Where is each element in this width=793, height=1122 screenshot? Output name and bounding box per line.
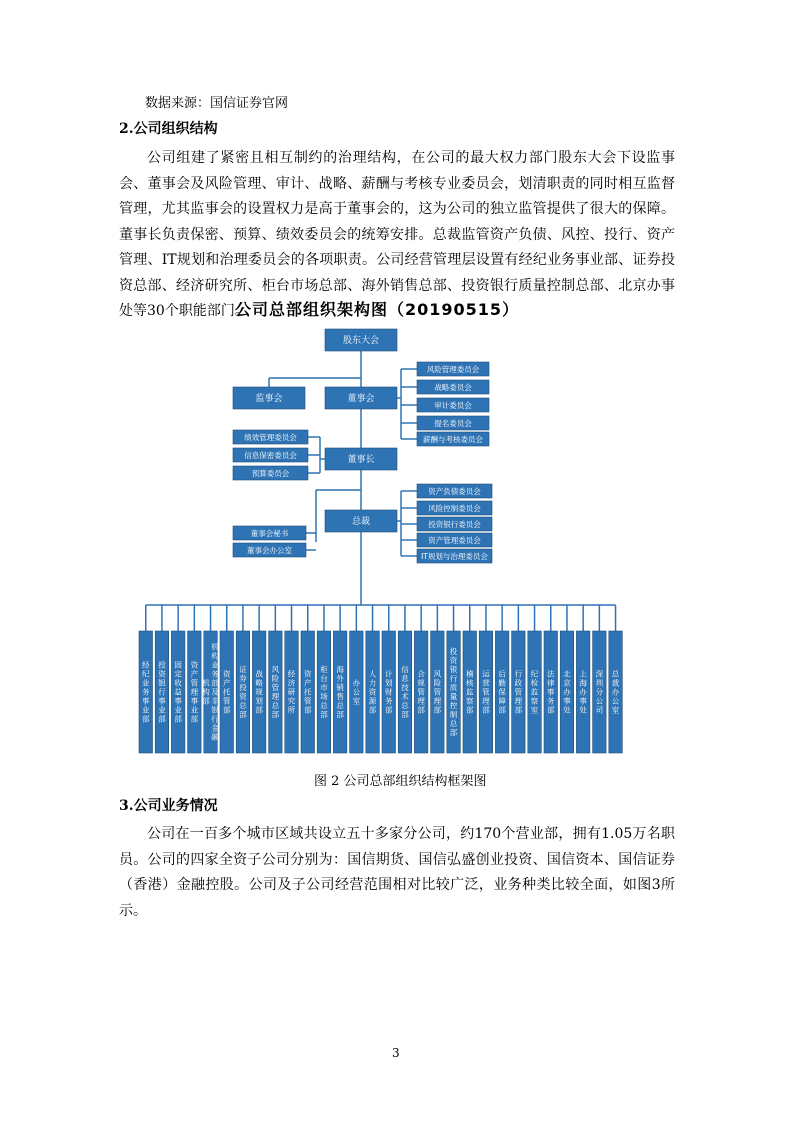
- box-department-21-char: 部: [482, 705, 490, 715]
- box-department-1-char: 业: [158, 705, 166, 715]
- box-department-6-char: 投: [239, 683, 247, 692]
- box-department-3-char: 事: [190, 696, 199, 706]
- box-president-committee-1: [417, 501, 492, 515]
- box-department-13-char: 办: [352, 678, 361, 688]
- box-board-office-0-label: 董事会秘书: [250, 529, 289, 538]
- box-department-27-char: 处: [579, 705, 587, 715]
- box-department-25-char: 律: [547, 678, 555, 688]
- box-department-7-char: 划: [255, 696, 263, 706]
- box-department-16: [398, 631, 412, 753]
- box-department-19-char: 控: [449, 701, 458, 710]
- section-heading-business: 3.公司业务情况: [119, 798, 218, 814]
- box-department-19: [447, 631, 461, 753]
- box-department-0-char: 务: [142, 687, 150, 697]
- box-department-4-char: 构: [211, 651, 219, 661]
- box-department-5: [220, 631, 234, 753]
- box-department-6-char: 总: [239, 701, 247, 710]
- box-department-17-char: 合: [417, 669, 425, 679]
- box-department-25-char: 部: [547, 705, 555, 715]
- box-department-28: [593, 631, 607, 753]
- box-department-10-char: 产: [304, 678, 312, 688]
- box-department-12-char: 总: [336, 701, 344, 710]
- box-president-committee-0: [417, 484, 492, 498]
- box-department-13-char: 公: [352, 687, 361, 697]
- box-department-0-char: 经: [142, 660, 150, 670]
- box-department-19-char: 资: [449, 656, 458, 665]
- box-department-1-char: 银: [158, 678, 166, 688]
- box-department-18-char: 风: [433, 669, 442, 679]
- box-department-19-char: 量: [449, 692, 458, 701]
- box-president-committee-1-label: 风险控制委员会: [428, 504, 481, 513]
- box-department-26-char: 北: [563, 669, 571, 679]
- box-department-8-char: 理: [271, 692, 280, 701]
- box-supervisory-board: [233, 387, 305, 409]
- box-department-7-char: 战: [255, 669, 263, 679]
- box-department-6-char: 证: [239, 665, 247, 674]
- box-department-20-char: 监: [466, 687, 474, 697]
- box-department-29-char: 裁: [611, 678, 620, 688]
- box-department-14: [366, 631, 380, 753]
- box-department-2: [171, 631, 185, 753]
- box-board-committee-2: [417, 398, 489, 412]
- box-department-29-char: 总: [611, 669, 620, 679]
- box-chairman-committee-0: [233, 430, 308, 444]
- data-source-line: 数据来源：国信证券官网: [145, 96, 289, 111]
- box-department-11-char: 总: [320, 701, 328, 710]
- box-department-1-char: 事: [158, 696, 166, 706]
- box-department-17-char: 理: [417, 696, 425, 706]
- box-department-24-char: 监: [530, 687, 539, 697]
- box-department-16-char: 信: [401, 665, 409, 674]
- box-board-committee-2-label: 审计委员会: [434, 401, 472, 410]
- box-department-19-char: 行: [449, 674, 458, 683]
- paragraph-business: 公司在一百多个城市区域共设立五十多家分公司，约170个营业部，拥有1.05万名职员。公司的四家全资子公司分别为：国信期货、国信弘盛创业投资、国信资本、国信证券（香港）金融控股。公司及子公司经营范围相对比较广泛，业务种类比较全面，如图3所示。: [119, 826, 675, 919]
- box-department-9-char: 济: [287, 678, 296, 688]
- box-department-17-char: 管: [417, 687, 425, 697]
- box-department-4-char: 金: [211, 723, 219, 733]
- box-department-11-char: 台: [320, 674, 328, 683]
- box-department-29: [609, 631, 623, 753]
- box-department-15-char: 划: [385, 678, 393, 688]
- box-department-27-char: 事: [579, 696, 587, 706]
- box-department-11-char: 柜: [320, 665, 328, 674]
- box-department-20-char: 察: [466, 696, 474, 706]
- box-president-committee-0-label: 资产负债委员会: [428, 487, 481, 496]
- box-department-4-char: 部: [202, 696, 210, 706]
- box-board-committee-4: [417, 432, 489, 446]
- box-department-16-char: 总: [401, 701, 409, 710]
- box-department-12-char: 部: [336, 710, 344, 719]
- box-chairman-committee-2: [233, 466, 308, 480]
- box-department-17-char: 部: [417, 705, 425, 715]
- box-department-21-char: 管: [482, 687, 490, 697]
- box-department-17: [414, 631, 428, 753]
- box-department-1-char: 部: [158, 714, 166, 724]
- box-department-27-char: 海: [579, 678, 587, 688]
- box-department-25-char: 事: [547, 687, 555, 697]
- box-department-6: [236, 631, 250, 753]
- box-department-11-char: 场: [320, 692, 328, 701]
- box-department-0: [139, 631, 153, 753]
- box-department-19-char: 银: [449, 665, 458, 674]
- box-department-2-char: 部: [174, 714, 182, 724]
- box-department-14-char: 资: [368, 687, 377, 697]
- box-department-4-char: 务: [211, 669, 219, 679]
- box-department-3-char: 理: [190, 687, 199, 697]
- box-department-10-char: 托: [304, 687, 312, 697]
- box-department-24-char: 检: [530, 678, 539, 688]
- box-department-1: [155, 631, 169, 753]
- box-department-25-char: 法: [547, 669, 555, 679]
- box-president-committee-2: [417, 517, 492, 531]
- box-board-committee-0-label: 风险管理委员会: [426, 365, 480, 374]
- box-department-19-char: 投: [449, 647, 458, 656]
- box-department-12-char: 销: [336, 683, 344, 692]
- box-department-4: [202, 631, 219, 753]
- box-department-15-char: 部: [385, 705, 393, 715]
- box-department-28-char: 公: [595, 696, 604, 706]
- box-department-11-char: 市: [320, 683, 328, 692]
- box-department-0-char: 业: [142, 705, 150, 715]
- box-department-28-char: 深: [595, 669, 604, 679]
- box-president-committee-3-label: 资产管理委员会: [428, 536, 481, 545]
- box-department-4-char: 构: [202, 687, 210, 697]
- box-board-committee-1: [417, 380, 489, 394]
- box-department-14-char: 力: [368, 678, 377, 688]
- box-department-13: [350, 631, 364, 753]
- box-department-11: [317, 631, 331, 753]
- box-department-2-char: 固: [174, 660, 182, 670]
- box-department-4-char: 部: [211, 678, 219, 688]
- box-department-13-char: 室: [352, 696, 361, 706]
- box-chairman-label: 董事长: [347, 455, 375, 465]
- box-department-19-char: 制: [449, 710, 458, 719]
- box-department-4-char: 及: [211, 687, 219, 697]
- org-chart-title: 公司总部组织架构图（20190515）: [235, 300, 520, 319]
- box-president-committee-2-label: 投资银行委员会: [428, 520, 481, 529]
- box-department-25: [544, 631, 558, 753]
- box-department-10-char: 部: [304, 705, 312, 715]
- box-department-26-char: 办: [563, 687, 571, 697]
- box-department-22-char: 部: [498, 705, 506, 715]
- box-department-4-char: 机: [211, 642, 219, 652]
- box-department-22-char: 后: [498, 669, 506, 679]
- box-shareholders-meeting-label: 股东大会: [342, 336, 380, 346]
- box-department-3-char: 产: [190, 669, 199, 679]
- box-department-0-char: 事: [142, 696, 150, 706]
- box-department-9-char: 究: [287, 696, 296, 706]
- box-department-2-char: 定: [174, 669, 182, 679]
- box-department-15-char: 财: [385, 687, 393, 697]
- box-department-5-char: 产: [223, 678, 231, 688]
- box-department-16-char: 术: [401, 692, 409, 701]
- box-president-label: 总裁: [351, 517, 371, 527]
- box-board-office-1-label: 董事会办公室: [247, 546, 292, 555]
- box-department-16-char: 息: [401, 674, 409, 683]
- box-board-office-0: [233, 526, 306, 540]
- box-department-18-char: 部: [433, 705, 442, 715]
- box-department-1-char: 投: [158, 660, 166, 670]
- section-heading-org-structure: 2.公司组织结构: [119, 121, 218, 137]
- box-department-11-char: 部: [320, 710, 328, 719]
- box-board-committee-3: [417, 416, 489, 430]
- box-department-5-char: 部: [223, 705, 231, 715]
- box-chairman-committee-1: [233, 448, 308, 462]
- box-department-20: [463, 631, 477, 753]
- box-department-1-char: 资: [158, 669, 166, 679]
- box-department-26-char: 事: [563, 696, 571, 706]
- box-chairman: [325, 448, 397, 470]
- box-department-24-char: 纪: [530, 669, 539, 679]
- box-department-22-char: 勤: [498, 678, 506, 688]
- box-department-15: [382, 631, 396, 753]
- box-department-20-char: 稽: [466, 669, 474, 679]
- box-department-26: [560, 631, 574, 753]
- box-department-5-char: 资: [223, 669, 231, 679]
- box-supervisory-board-label: 监事会: [255, 394, 283, 404]
- box-board-office-1: [233, 543, 306, 557]
- box-department-5-char: 管: [223, 696, 231, 706]
- box-department-5-char: 托: [223, 687, 231, 697]
- box-department-2-char: 益: [174, 687, 182, 697]
- box-department-24-char: 察: [530, 696, 539, 706]
- box-board: [325, 387, 397, 409]
- box-department-7-char: 略: [255, 678, 263, 688]
- box-department-8-char: 管: [271, 683, 280, 692]
- box-board-committee-4-label: 薪酬与考核委员会: [423, 435, 483, 444]
- box-department-28-char: 分: [595, 687, 604, 697]
- box-department-15-char: 务: [385, 696, 393, 706]
- box-department-19-char: 质: [449, 683, 458, 692]
- page-number: 3: [392, 1046, 400, 1060]
- box-department-4-char: 非: [211, 696, 219, 706]
- box-department-23-char: 行: [514, 669, 523, 679]
- box-department-2-char: 业: [174, 705, 182, 715]
- box-department-28-char: 圳: [595, 678, 604, 688]
- box-department-9-char: 经: [287, 669, 296, 679]
- box-department-29-char: 室: [611, 705, 620, 715]
- box-department-27-char: 上: [579, 669, 587, 679]
- box-department-12-char: 售: [336, 692, 344, 701]
- box-department-14-char: 部: [368, 705, 377, 715]
- box-department-27: [576, 631, 590, 753]
- box-shareholders-meeting: [325, 329, 397, 351]
- box-department-4-char: 银: [211, 705, 219, 715]
- box-department-15-char: 计: [385, 669, 393, 679]
- box-department-18-char: 险: [433, 678, 442, 688]
- box-department-21-char: 运: [482, 669, 490, 679]
- box-board-committee-3-label: 提名委员会: [434, 419, 472, 428]
- box-department-23-char: 政: [514, 678, 523, 688]
- box-department-2-char: 收: [174, 678, 182, 688]
- box-department-26-char: 处: [563, 705, 571, 715]
- box-department-19-char: 部: [449, 728, 458, 737]
- box-department-25-char: 务: [547, 696, 555, 706]
- box-department-23: [512, 631, 525, 753]
- box-department-3-char: 管: [190, 678, 199, 688]
- figure-caption: 图 2 公司总部组织结构框架图: [314, 774, 487, 789]
- box-department-8-char: 部: [271, 710, 280, 719]
- box-president-committee-4: [417, 549, 492, 563]
- box-department-21-char: 营: [482, 678, 490, 688]
- paragraph-org-structure: 公司组建了紧密且相互制约的治理结构，在公司的最大权力部门股东大会下设监事会、董事会及风险管理、审计、战略、薪酬与考核专业委员会，划清职责的同时相互监督管理，尤其监事会的设置权力是高于董事会的，这为公司的独立监管提供了很大的保障。董事长负责保密、预算、绩效委员会的统筹安排。总裁监管资产负债、风控、投行、资产管理、IT规划和治理委员会的各项职责。公司经营管理层设置有经纪业务事业部、证券投资总部、经济研究所、柜台市场总部、海外销售总部、投资银行质量控制总部、北京办事处等30个职能部门。: [119, 150, 675, 319]
- box-department-21: [479, 631, 493, 753]
- box-department-3-char: 部: [190, 714, 199, 724]
- box-department-24-char: 室: [530, 705, 539, 715]
- box-president: [325, 510, 397, 532]
- box-department-12: [333, 631, 347, 753]
- box-department-8: [269, 631, 283, 753]
- box-department-3-char: 业: [190, 705, 199, 715]
- box-department-29-char: 办: [611, 687, 620, 697]
- box-department-3: [188, 631, 202, 753]
- box-department-0-char: 部: [142, 714, 150, 724]
- box-department-7: [252, 631, 266, 753]
- box-department-16-char: 技: [401, 683, 409, 692]
- box-president-committee-3: [417, 533, 492, 547]
- box-department-10-char: 管: [304, 696, 312, 706]
- box-department-20-char: 部: [466, 705, 474, 715]
- box-department-10-char: 资: [304, 669, 312, 679]
- box-department-22-char: 保: [498, 687, 506, 697]
- box-department-20-char: 核: [466, 678, 474, 688]
- box-board-label: 董事会: [347, 394, 375, 404]
- box-department-23-char: 管: [514, 687, 523, 697]
- box-department-9-char: 研: [287, 687, 296, 697]
- box-chairman-committee-1-label: 信息保密委员会: [244, 451, 297, 460]
- box-department-24: [528, 631, 542, 753]
- box-department-22-char: 障: [498, 696, 506, 706]
- box-department-8-char: 险: [271, 674, 280, 683]
- box-department-9: [285, 631, 299, 753]
- box-department-18-char: 管: [433, 687, 442, 697]
- box-department-18-char: 理: [433, 696, 442, 706]
- box-department-6-char: 资: [239, 692, 247, 701]
- box-board-committee-1-label: 战略委员会: [434, 383, 472, 392]
- box-department-14-char: 人: [368, 669, 377, 679]
- box-department-12-char: 海: [336, 665, 344, 674]
- box-department-0-char: 业: [142, 678, 150, 688]
- box-chairman-committee-0-label: 绩效管理委员会: [244, 433, 297, 442]
- box-department-7-char: 规: [255, 687, 263, 697]
- box-board-committee-0: [417, 362, 489, 376]
- box-department-1-char: 行: [158, 687, 166, 697]
- box-department-10: [301, 631, 315, 753]
- org-chart-boxes: [139, 329, 622, 753]
- box-department-14-char: 源: [368, 696, 377, 706]
- box-department-4-char: 机: [202, 678, 210, 688]
- box-department-4-char: 行: [211, 714, 219, 724]
- box-department-16-char: 部: [401, 710, 409, 719]
- box-department-0-char: 纪: [142, 669, 150, 679]
- box-department-8-char: 风: [271, 665, 280, 674]
- box-department-28-char: 司: [595, 705, 604, 715]
- box-department-23-char: 部: [514, 705, 523, 715]
- box-department-23-char: 理: [514, 696, 523, 706]
- box-department-4-char: 业: [211, 660, 219, 670]
- box-department-22: [495, 631, 509, 753]
- box-department-27-char: 办: [579, 687, 587, 697]
- box-department-26-char: 京: [563, 678, 571, 688]
- box-department-4-char: 融: [211, 732, 219, 742]
- box-department-8-char: 总: [271, 701, 280, 710]
- box-department-9-char: 所: [287, 705, 296, 715]
- box-department-3-char: 资: [190, 660, 199, 670]
- box-president-committee-4-label: IT规划与治理委员会: [421, 552, 488, 561]
- box-department-21-char: 理: [482, 696, 490, 706]
- box-chairman-committee-2-label: 预算委员会: [251, 469, 290, 478]
- box-department-6-char: 券: [239, 674, 247, 683]
- box-department-19-char: 总: [449, 719, 458, 728]
- box-department-18: [431, 631, 445, 753]
- box-department-6-char: 部: [239, 710, 247, 719]
- box-department-17-char: 规: [417, 678, 425, 688]
- box-department-2-char: 事: [174, 696, 182, 706]
- box-department-7-char: 部: [255, 705, 263, 715]
- box-department-29-char: 公: [611, 696, 620, 706]
- box-department-12-char: 外: [336, 674, 344, 683]
